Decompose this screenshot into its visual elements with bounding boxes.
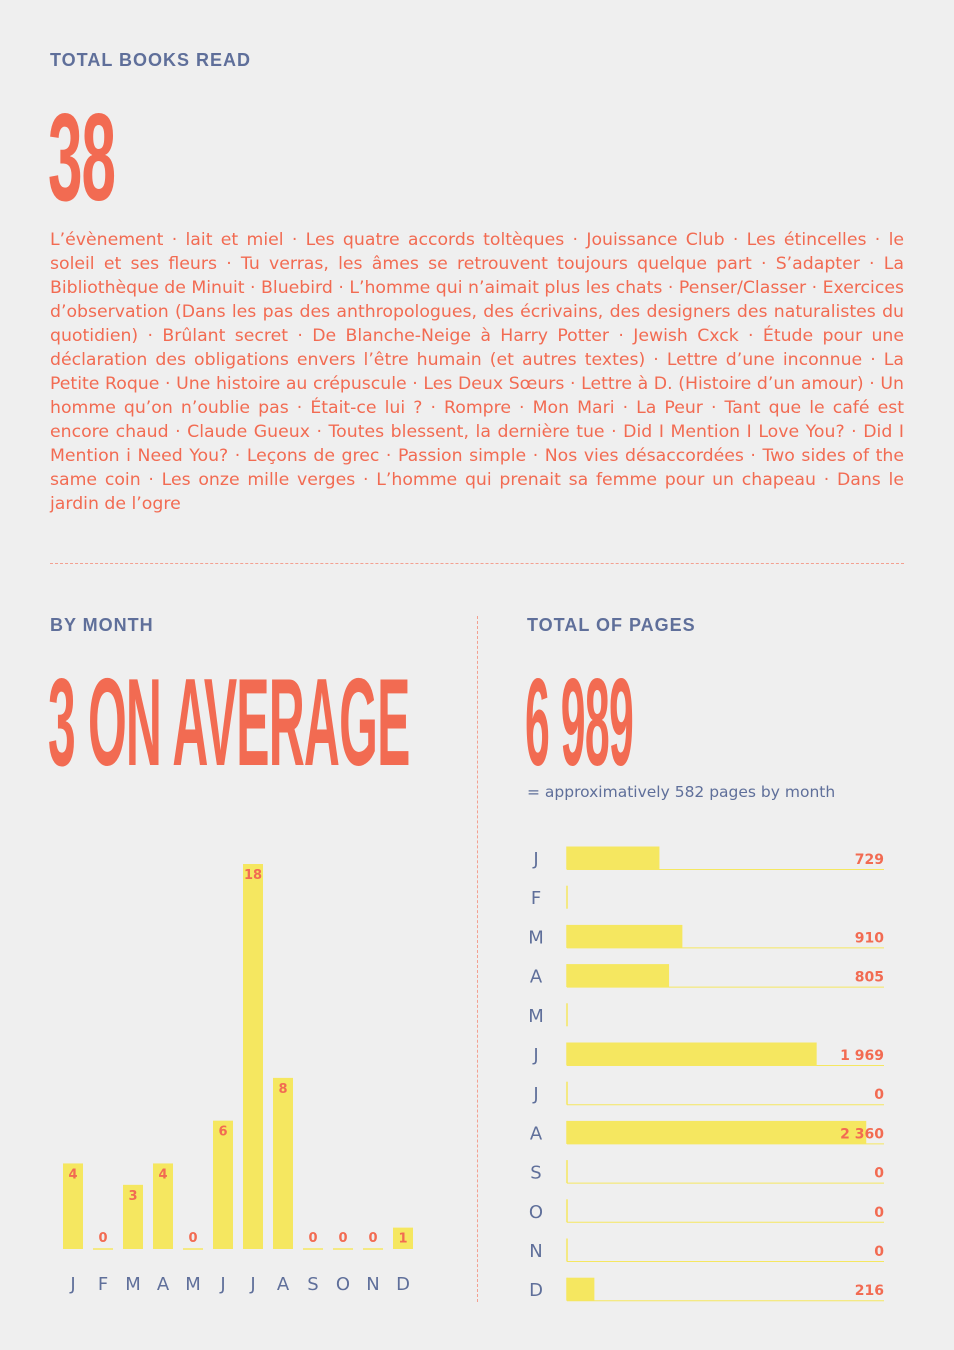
- month-tick-label: M: [125, 1274, 141, 1295]
- pages-value-label: 1 969: [840, 1048, 884, 1064]
- bar-value-label: 0: [98, 1231, 108, 1246]
- total-pages-headline: 6 989: [525, 654, 634, 792]
- by-month-headline: 3 ON AVERAGE: [48, 654, 410, 792]
- pages-value-label: 216: [854, 1283, 884, 1300]
- total-books-value: 38: [48, 89, 115, 227]
- month-row-label: M: [528, 1005, 544, 1027]
- pages-by-month-chart: [478, 0, 954, 1350]
- month-tick-label: N: [366, 1274, 380, 1295]
- pages-value-label: 0: [874, 1087, 884, 1104]
- bar-value-label: 8: [278, 1081, 288, 1097]
- month-tick-label: S: [307, 1274, 319, 1295]
- month-tick-label: J: [220, 1274, 226, 1295]
- pages-bar-5: [567, 1043, 817, 1066]
- pages-subtitle: = approximatively 582 pages by month: [527, 783, 836, 801]
- pages-bar-7: [567, 1121, 866, 1144]
- bar-value-label: 18: [243, 868, 263, 883]
- total-pages-label: TOTAL OF PAGES: [527, 615, 696, 635]
- month-tick-label: D: [396, 1274, 410, 1295]
- month-row-label: J: [533, 849, 539, 870]
- month-row-label: S: [530, 1162, 542, 1184]
- books-title-list: L’évènement · lait et miel · Les quatre accords toltèques · Jouissance Club · Les étincelles · le soleil et ses fleurs · Tu verras, les âmes se retrouvent toujours quelque part · S’adapter · La Bibliothèque de Minuit · Bluebird · L’homme qui n’aimait plus les chats · Penser/Classer · Exercices d’observation (Dans les pas des anthropologues, des écrivains, des designers des naturalistes du quotidien) · Brûlant secret · De Blanche-Neige à Harry Potter · Jewish Cxck · Étude pour une déclaration des obligations envers l’être humain (et autres textes) · Lettre d’une inconnue · La Petite Roque · Une histoire au crépuscule · Les Deux Sœurs · Lettre à D. (Histoire d’un amour) · Un homme qu’on n’oublie pas · Était-ce lui ? · Rompre · Mon Mari · La Peur · Tant que le café est encore chaud · Claude Gueux · Toutes blessent, la dernière tue · Did I Mention I Love You? · Did I Mention i Need You? · Leçons de grec · Passion simple · Nos vies désaccordées · Two sides of the same coin · Les onze mille verges · L’homme qui prenait sa femme pour un chapeau · Dans le jardin de l’ogre: [50, 230, 904, 514]
- pages-bar-3: [567, 964, 669, 987]
- month-row-label: A: [529, 1123, 543, 1145]
- month-tick-label: F: [97, 1274, 109, 1295]
- month-row-label: J: [533, 1084, 539, 1106]
- month-row-label: A: [529, 966, 543, 988]
- by-month-label: BY MONTH: [50, 615, 154, 635]
- bar-value-label: 3: [128, 1188, 138, 1204]
- bar-value-label: 0: [368, 1231, 378, 1246]
- month-tick-label: M: [185, 1274, 201, 1295]
- month-tick-label: A: [156, 1274, 170, 1295]
- bar-value-label: 0: [188, 1231, 198, 1246]
- bar-value-label: 0: [308, 1231, 318, 1246]
- bar-month-6: [243, 864, 263, 1249]
- pages-bar-2: [567, 925, 682, 948]
- bar-value-label: 4: [68, 1167, 78, 1183]
- month-row-label: D: [529, 1280, 543, 1302]
- bar-value-label: 1: [398, 1231, 408, 1247]
- pages-bar-0: [567, 847, 659, 870]
- month-tick-label: O: [335, 1274, 351, 1295]
- total-books-label: TOTAL BOOKS READ: [50, 50, 252, 70]
- pages-value-label: 0: [874, 1204, 884, 1221]
- month-tick-label: J: [70, 1274, 76, 1295]
- month-row-label: N: [529, 1241, 543, 1262]
- month-tick-label: J: [250, 1274, 256, 1295]
- month-row-label: O: [528, 1201, 544, 1223]
- bar-value-label: 4: [158, 1167, 168, 1183]
- month-row-label: M: [528, 927, 544, 949]
- pages-value-label: 2 360: [840, 1126, 884, 1143]
- pages-value-label: 0: [874, 1165, 884, 1182]
- pages-value-label: 805: [854, 969, 884, 986]
- month-tick-label: A: [276, 1274, 290, 1295]
- bar-month-5: [213, 1121, 233, 1249]
- month-row-label: F: [530, 888, 542, 910]
- bar-value-label: 0: [338, 1231, 348, 1246]
- pages-value-label: 729: [854, 852, 884, 868]
- bar-value-label: 6: [218, 1124, 228, 1140]
- pages-value-label: 910: [854, 930, 884, 947]
- pages-bar-11: [567, 1278, 594, 1301]
- month-row-label: J: [533, 1045, 539, 1066]
- bar-month-7: [273, 1078, 293, 1249]
- pages-value-label: 0: [874, 1244, 884, 1260]
